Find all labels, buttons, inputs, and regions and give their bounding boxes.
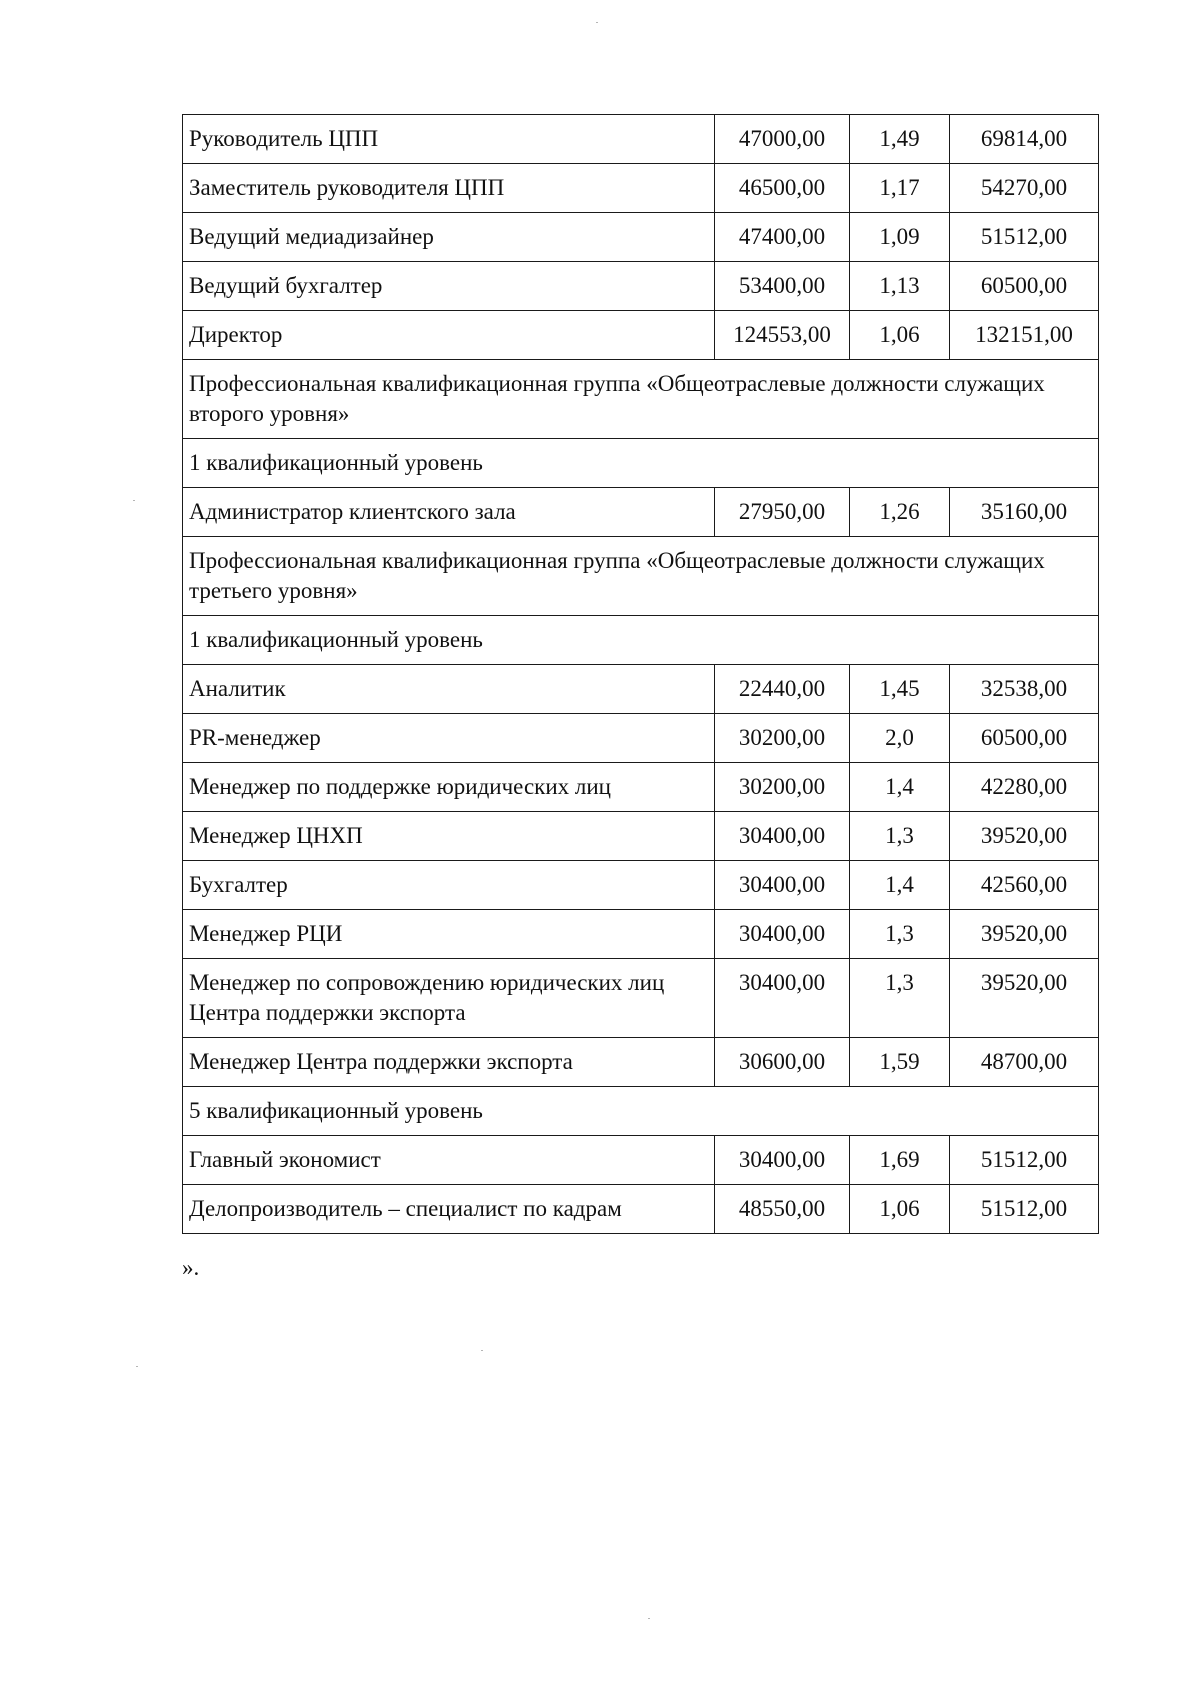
- position-name-cell: Аналитик: [183, 665, 715, 714]
- scan-speck: [133, 500, 135, 501]
- table-row: [183, 665, 1099, 714]
- total-salary-cell: 32538,00: [950, 665, 1099, 714]
- total-salary-cell: 35160,00: [950, 488, 1099, 537]
- closing-quote-mark: ».: [182, 1255, 200, 1280]
- position-name-cell: Ведущий бухгалтер: [183, 262, 715, 311]
- scan-speck: [136, 1366, 138, 1367]
- total-salary-cell: 69814,00: [950, 115, 1099, 164]
- base-salary-cell: 30600,00: [715, 1038, 850, 1087]
- total-salary-cell: 60500,00: [950, 262, 1099, 311]
- total-salary-cell: 42560,00: [950, 861, 1099, 910]
- position-name-cell: Ведущий медиадизайнер: [183, 213, 715, 262]
- table-row: [183, 1038, 1099, 1087]
- base-salary-cell: 124553,00: [715, 311, 850, 360]
- base-salary-cell: 30400,00: [715, 812, 850, 861]
- coefficient-cell: 1,4: [850, 861, 950, 910]
- group-heading-cell: Профессиональная квалификационная группа «Общеотраслевые должности служащих третьего уровня»: [183, 537, 1099, 616]
- total-salary-cell: 51512,00: [950, 213, 1099, 262]
- position-name-cell: Менеджер ЦНХП: [183, 812, 715, 861]
- coefficient-cell: 1,13: [850, 262, 950, 311]
- base-salary-cell: 30200,00: [715, 763, 850, 812]
- table-row: [183, 910, 1099, 959]
- scan-speck: [596, 22, 598, 23]
- position-name-cell: Бухгалтер: [183, 861, 715, 910]
- base-salary-cell: 30200,00: [715, 714, 850, 763]
- table-row: [183, 213, 1099, 262]
- salary-table: [182, 114, 1099, 1234]
- table-group-row: [183, 616, 1099, 665]
- table-row: [183, 959, 1099, 1038]
- table-group-row: [183, 1087, 1099, 1136]
- table-row: [183, 311, 1099, 360]
- total-salary-cell: 60500,00: [950, 714, 1099, 763]
- table-group-row: [183, 537, 1099, 616]
- base-salary-cell: 22440,00: [715, 665, 850, 714]
- position-name-cell: PR-менеджер: [183, 714, 715, 763]
- position-name-cell: Менеджер по сопровождению юридических лиц Центра поддержки экспорта: [183, 959, 715, 1038]
- position-name-cell: Менеджер РЦИ: [183, 910, 715, 959]
- base-salary-cell: 46500,00: [715, 164, 850, 213]
- table-row: [183, 488, 1099, 537]
- coefficient-cell: 1,4: [850, 763, 950, 812]
- position-name-cell: Главный экономист: [183, 1136, 715, 1185]
- base-salary-cell: 53400,00: [715, 262, 850, 311]
- salary-table-body: [183, 115, 1099, 1234]
- table-row: [183, 812, 1099, 861]
- table-row: [183, 164, 1099, 213]
- coefficient-cell: 1,09: [850, 213, 950, 262]
- position-name-cell: Заместитель руководителя ЦПП: [183, 164, 715, 213]
- coefficient-cell: 1,06: [850, 311, 950, 360]
- position-name-cell: Менеджер Центра поддержки экспорта: [183, 1038, 715, 1087]
- table-row: [183, 763, 1099, 812]
- group-heading-cell: 5 квалификационный уровень: [183, 1087, 1099, 1136]
- coefficient-cell: 1,3: [850, 812, 950, 861]
- position-name-cell: Руководитель ЦПП: [183, 115, 715, 164]
- coefficient-cell: 1,49: [850, 115, 950, 164]
- position-name-cell: Менеджер по поддержке юридических лиц: [183, 763, 715, 812]
- coefficient-cell: 1,3: [850, 910, 950, 959]
- table-row: [183, 861, 1099, 910]
- coefficient-cell: 1,45: [850, 665, 950, 714]
- position-name-cell: Администратор клиентского зала: [183, 488, 715, 537]
- coefficient-cell: 1,3: [850, 959, 950, 1038]
- base-salary-cell: 30400,00: [715, 910, 850, 959]
- coefficient-cell: 2,0: [850, 714, 950, 763]
- scan-speck: [648, 1618, 650, 1619]
- total-salary-cell: 48700,00: [950, 1038, 1099, 1087]
- base-salary-cell: 30400,00: [715, 959, 850, 1038]
- scan-speck: [481, 1350, 483, 1351]
- coefficient-cell: 1,17: [850, 164, 950, 213]
- table-group-row: [183, 360, 1099, 439]
- table-row: [183, 115, 1099, 164]
- base-salary-cell: 30400,00: [715, 861, 850, 910]
- position-name-cell: Директор: [183, 311, 715, 360]
- table-row: [183, 1136, 1099, 1185]
- group-heading-cell: 1 квалификационный уровень: [183, 616, 1099, 665]
- total-salary-cell: 39520,00: [950, 959, 1099, 1038]
- position-name-cell: Делопроизводитель – специалист по кадрам: [183, 1185, 715, 1234]
- total-salary-cell: 132151,00: [950, 311, 1099, 360]
- table-group-row: [183, 439, 1099, 488]
- total-salary-cell: 39520,00: [950, 910, 1099, 959]
- total-salary-cell: 39520,00: [950, 812, 1099, 861]
- coefficient-cell: 1,59: [850, 1038, 950, 1087]
- total-salary-cell: 51512,00: [950, 1136, 1099, 1185]
- base-salary-cell: 27950,00: [715, 488, 850, 537]
- base-salary-cell: 30400,00: [715, 1136, 850, 1185]
- base-salary-cell: 47000,00: [715, 115, 850, 164]
- coefficient-cell: 1,69: [850, 1136, 950, 1185]
- group-heading-cell: Профессиональная квалификационная группа «Общеотраслевые должности служащих второго уровня»: [183, 360, 1099, 439]
- base-salary-cell: 48550,00: [715, 1185, 850, 1234]
- base-salary-cell: 47400,00: [715, 213, 850, 262]
- total-salary-cell: 42280,00: [950, 763, 1099, 812]
- total-salary-cell: 51512,00: [950, 1185, 1099, 1234]
- coefficient-cell: 1,06: [850, 1185, 950, 1234]
- table-row: [183, 262, 1099, 311]
- table-row: [183, 1185, 1099, 1234]
- total-salary-cell: 54270,00: [950, 164, 1099, 213]
- group-heading-cell: 1 квалификационный уровень: [183, 439, 1099, 488]
- coefficient-cell: 1,26: [850, 488, 950, 537]
- table-row: [183, 714, 1099, 763]
